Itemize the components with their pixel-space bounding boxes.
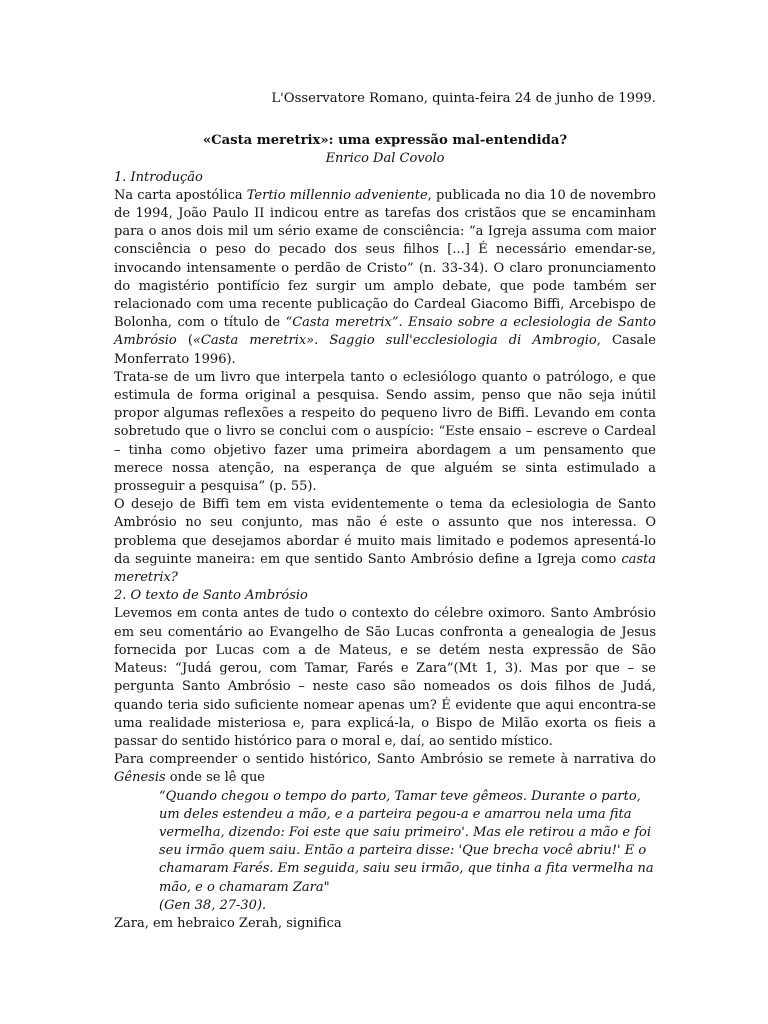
document-page bbox=[114, 90, 656, 933]
italic-genesis: Gênesis bbox=[114, 770, 166, 786]
article-title: «Casta meretrix»: uma expressão mal-entendida? bbox=[202, 133, 568, 149]
paragraph-texto-2 bbox=[114, 751, 656, 787]
article-author: Enrico Dal Covolo bbox=[325, 151, 445, 167]
paragraph-text: Para compreender o sentido histórico, Santo Ambrósio se remete à narrativa do bbox=[114, 752, 656, 768]
quote-text: “Quando chegou o tempo do parto, Tamar teve gêmeos. Durante o parto, um deles estendeu a mão, e a parteira pegou-a e amarrou nela uma fita vermelha, dizendo: Foi este que saiu primeiro'. Mas ele retirou a mão e foi seu irmão quem saiu. Então a parteira disse: 'Que brecha você abriu!' E o chamaram Farés. Em seguida, saiu seu irmão, que tinha a fita vermelha na mão, e o chamaram Zara" bbox=[159, 788, 654, 895]
section-heading-introducao: 1. Introdução bbox=[114, 169, 203, 185]
section-heading-texto: 2. O texto de Santo Ambrósio bbox=[114, 588, 308, 604]
paragraph-text: Na carta apostólica bbox=[114, 187, 247, 203]
paragraph-text: O desejo de Biffi tem em vista evidentemente o tema da eclesiologia de Santo Ambrósio no seu conjunto, mas não é este o assunto que nos interessa. O problema que desejamos abordar é muito mais limitado e podemos apresentá-lo da seguinte maneira: em que sentido Santo Ambrósio define a Igreja como bbox=[114, 497, 656, 567]
italic-title-saggio: «Casta meretrix». Saggio sull'ecclesiologia di Ambrogio bbox=[192, 333, 597, 349]
paragraph-closing: Zara, em hebraico Zerah, significa bbox=[114, 915, 342, 931]
italic-title-tertio: Tertio millennio adveniente bbox=[246, 187, 428, 203]
paragraph-intro-2: Trata-se de um livro que interpela tanto o eclesiólogo quanto o patrólogo, e que estimula de forma original a pesquisa. Sendo assim, penso que não seja inútil propor algumas reflexões a respeito do pequeno livro de Biffi. Levando em conta sobretudo que o livro se conclui com o auspício: “Este ensaio – escreve o Cardeal – tinha como objetivo fazer uma primeira abordagem a um pensamento que merece nossa atenção, na esperança de que alguém se sinta estimulado a prosseguir a pesquisa” (p. 55). bbox=[114, 369, 656, 495]
paragraph-intro-3 bbox=[114, 496, 656, 587]
paragraph-text: , publicada no dia 10 de novembro de 1994, João Paulo II indicou entre as tarefas dos cristãos que se encaminham para o anos dois mil um sério exame de consciência: “a Igreja assuma com maior consciência o peso do pecado dos seus filhos [...] É necessário emendar-se, invocando intensamente o perdão de Cristo” (n. 33-34). O claro pronunciamento do magistério pontifício fez surgir um amplo debate, que pode também ser relacionado com uma recente publicação do Cardeal Giacomo Biffi, Arcebispo de Bolonha, com o título de bbox=[114, 187, 657, 331]
paragraph-intro-1 bbox=[114, 187, 656, 369]
paragraph-texto-1: Levemos em conta antes de tudo o contexto do célebre oximoro. Santo Ambrósio em seu comentário ao Evangelho de São Lucas confronta a genealogia de Jesus fornecida por Lucas com a de Mateus, e se detém nesta expressão de São Mateus: “Judá gerou, com Tamar, Farés e Zara”(Mt 1, 3). Mas por que – se pergunta Santo Ambrósio – neste caso são nomeados os dois filhos de Judá, quando teria sido suficiente nomear apenas um? É evidente que aqui encontra-se uma realidade misteriosa e, para explicá-la, o Bispo de Milão exorta os fieis a passar do sentido histórico para o moral e, daí, ao sentido místico. bbox=[114, 606, 656, 749]
paragraph-text: , Casale Monferrato 1996). bbox=[114, 333, 656, 367]
paragraph-text: ( bbox=[176, 333, 193, 349]
italic-casta-meretrix: casta meretrix? bbox=[114, 551, 656, 586]
quote-reference: (Gen 38, 27-30). bbox=[159, 897, 267, 913]
italic-title-casta-meretrix: “Casta meretrix”. Ensaio sobre a eclesiologia de Santo Ambrósio bbox=[114, 315, 656, 349]
publication-source-line: L'Osservatore Romano, quinta-feira 24 de junho de 1999. bbox=[271, 91, 656, 106]
paragraph-text: onde se lê que bbox=[165, 770, 266, 786]
block-quote-genesis bbox=[159, 788, 656, 915]
